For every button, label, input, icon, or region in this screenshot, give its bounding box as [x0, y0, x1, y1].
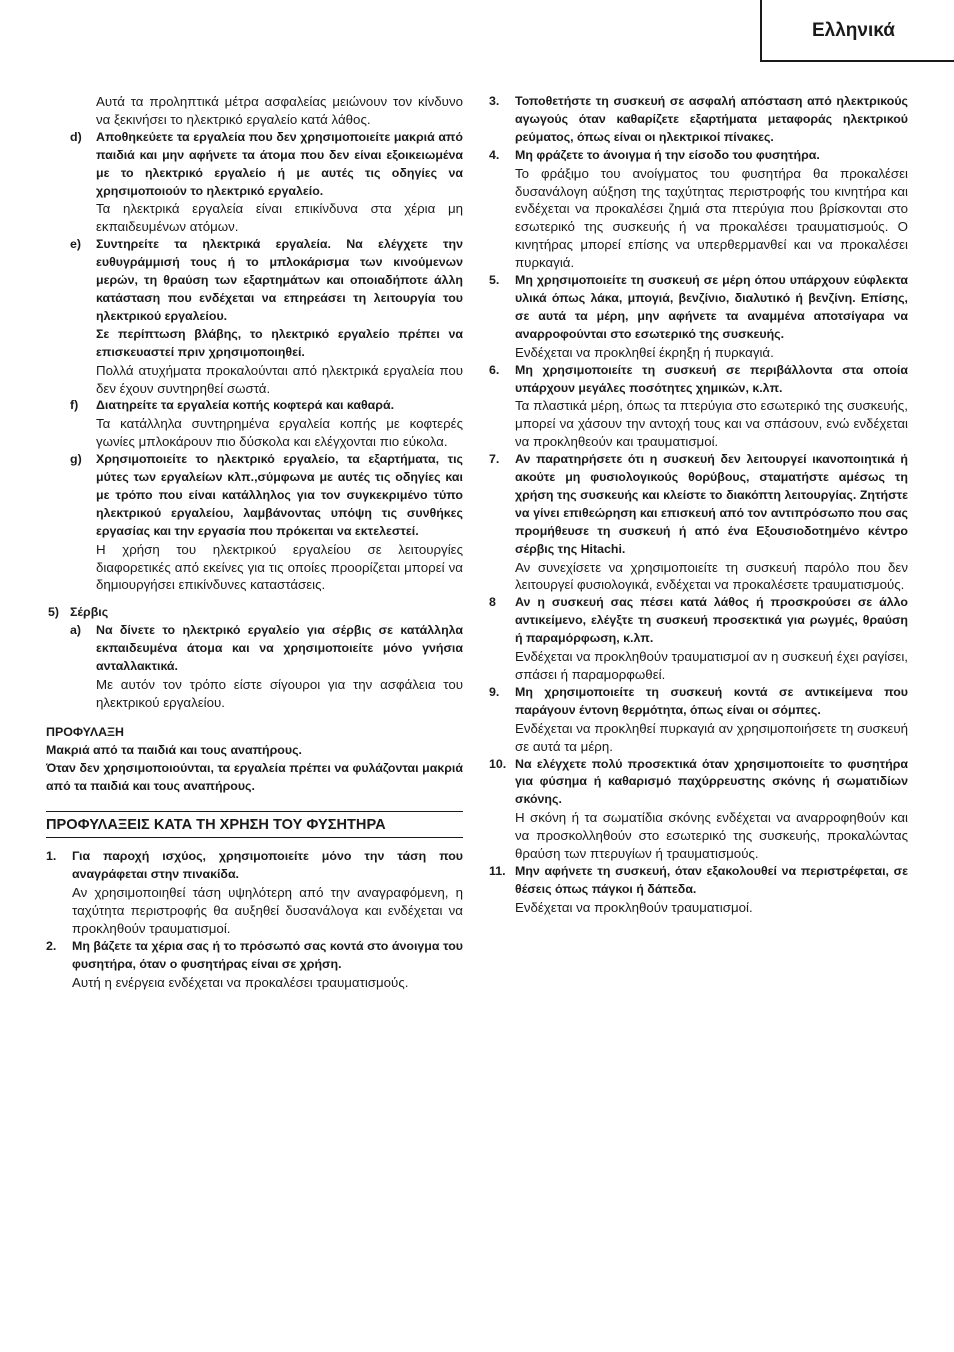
language-tab: [760, 0, 954, 62]
item-text: Αν συνεχίσετε να χρησιμοποιείτε τη συσκευή παρόλο που δεν λειτουργεί φυσιολογικά, ενδέχεται να προκαλέσετε τραυματισμούς.: [515, 559, 908, 593]
item-number: f): [70, 398, 79, 413]
list-item-5: [489, 272, 908, 362]
item-number: 11.: [489, 863, 506, 878]
section-heading: ΠΡΟΦΥΛΑΞΕΙΣ ΚΑΤΑ ΤΗ ΧΡΗΣΗ ΤΟΥ ΦΥΣΗΤΗΡΑ: [46, 811, 463, 838]
item-bold-text: Χρησιμοποιείτε το ηλεκτρικό εργαλείο, τα εξαρτήματα, τις μύτες των εργαλείων κλπ.,σύμφωνα με αυτές τις οδηγίες και με τρόπο που είναι κατάλληλος για τον συγκεκριμένο τύπο ηλεκτρικού εργαλείου, λαμβάνοντας υπόψη τις συνθήκες εργασίας και την εργασία που πρόκειται να εκτελεστεί.: [96, 452, 463, 538]
item-text: Η χρήση του ηλεκτρικού εργαλείου σε λειτουργίες διαφορετικές από εκείνες για τις οποίες προορίζεται μπορεί να δημιουργήσει επικίνδυνες καταστάσεις.: [96, 541, 463, 593]
item-bold-text: Αν παρατηρήσετε ότι η συσκευή δεν λειτουργεί ικανοποιητικά ή ακούτε μη φυσιολογικούς θορύβους, σταματήστε αμέσως τη χρήση της συσκευής και κλείστε το διακόπτη λειτουργίας. Ζητήστε να γίνει επιθεώρηση και επισκευή από τον αντιπρόσωπο που σας προμήθευσε τη συσκευή ή από ένα Εξουσιοδοτημένο κέντρο σέρβις της Hitachi.: [515, 452, 908, 556]
list-item-e: [46, 236, 463, 397]
section-title: Σέρβις: [70, 605, 109, 620]
caution-line-1: Μακριά από τα παιδιά και τους αναπήρους.: [46, 742, 302, 757]
item-number: 1.: [46, 849, 57, 864]
list-item-6: [489, 362, 908, 452]
section-number: 5): [48, 605, 60, 620]
list-item-g: [46, 451, 463, 594]
item-number: 10.: [489, 756, 507, 771]
item-number: e): [70, 237, 82, 252]
item-text: Η σκόνη ή τα σωματίδια σκόνης ενδέχεται να αναρροφηθούν και να προσκολληθούν στο εσωτερικό της συσκευής, προκαλώντας θραύση των πτερυγίων ή τραυματισμούς.: [515, 810, 908, 862]
item-number: 4.: [489, 147, 500, 162]
caution-title: ΠΡΟΦΥΛΑΞΗ: [46, 724, 124, 739]
list-item-f: [46, 397, 463, 451]
item-number: 3.: [489, 94, 500, 108]
list-item-3: [489, 93, 908, 147]
item-bold-text: Αν η συσκευή σας πέσει κατά λάθος ή προσκρούσει σε άλλο αντικείμενο, ελέγξτε τη συσκευή προσεκτικά για ρωγμές, θραύση ή παραμόρφωση, κ.λπ.: [515, 595, 908, 646]
item-bold-text: Μη φράζετε το άνοιγμα ή την είσοδο του φυσητήρα.: [515, 147, 820, 162]
item-text: Τα πλαστικά μέρη, όπως τα πτερύγια στο εσωτερικό της συσκευής, μπορεί να χάσουν την αντοχή τους και να σπάσουν, ενώ ενδέχεται να προκληθεούν και τραυματισμοί.: [515, 398, 908, 450]
item-bold-text: Διατηρείτε τα εργαλεία κοπής κοφτερά και καθαρά.: [96, 398, 395, 413]
list-item-8: [489, 594, 908, 684]
item-bold-text: Μη βάζετε τα χέρια σας ή το πρόσωπό σας κοντά στο άνοιγμα του φυσητήρα, όταν ο φυσητήρας είναι σε χρήση.: [72, 938, 463, 971]
item-number: 8: [489, 595, 496, 610]
list-item-1: [46, 848, 463, 938]
item-bold-text: Μην αφήνετε τη συσκευή, όταν εξακολουθεί να περιστρέφεται, σε θέσεις όπως πάγκοι ή δάπεδα.: [515, 863, 908, 896]
list-item-9: [489, 684, 908, 756]
item-bold-text: Να ελέγχετε πολύ προσεκτικά όταν χρησιμοποιείτε το φυσητήρα για φύσημα ή καθαρισμό παχύρρευστης σκόνης ή σωματιδίων σκόνης.: [515, 756, 908, 807]
item-text: Τα κατάλληλα συντηρημένα εργαλεία κοπής με κοφτερές γωνίες μπλοκάρουν πιο δύσκολα και ελέγχονται πιο εύκολα.: [96, 416, 463, 450]
item-bold-text: Τοποθετήστε τη συσκευή σε ασφαλή απόσταση από ηλεκτρικούς αγωγούς όταν καθαρίζετε εξαρτήματα μεταφοράς ηλεκτρικού ρεύματος, όπως είναι οι ηλεκτρικοί πίνακες.: [515, 94, 908, 144]
right-column: [489, 93, 908, 917]
item-number: a): [70, 623, 82, 638]
item-number: d): [70, 129, 82, 144]
item-bold-text-2: Σε περίπτωση βλάβης, το ηλεκτρικό εργαλείο πρέπει να επισκευαστεί πριν χρησιμοποιηθεί.: [96, 326, 463, 359]
language-label: Ελληνικά: [812, 20, 895, 41]
list-item-10: [489, 756, 908, 863]
item-text: Ενδέχεται να προκληθεί πυρκαγιά αν χρησιμοποιήσετε τη συσκευή σε αυτά τα μέρη.: [515, 720, 908, 754]
item-text: Ενδέχεται να προκληθούν τραυματισμοί αν η συσκευή έχει ραγίσει, σπάσει ή παραμορφωθεί.: [515, 649, 908, 682]
item-number: 7.: [489, 452, 500, 467]
item-text: Πολλά ατυχήματα προκαλούνται από ηλεκτρικά εργαλεία που δεν έχουν συντηρηθεί σωστά.: [96, 362, 463, 396]
left-column: [46, 93, 463, 992]
list-item-d: [46, 129, 463, 236]
item-number: 2.: [46, 938, 57, 953]
item-number: 5.: [489, 273, 500, 288]
item-bold-text: Μη χρησιμοποιείτε τη συσκευή σε μέρη όπου υπάρχουν εύφλεκτα υλικά όπως λάκα, μπογιά, βενζίνιο, διαλυτικό ή βενζίνη. Επίσης, σε αυτά τα μέρη, μην αφήνετε τα αναμμένα αποτσίγαρα να αναρροφούνται στο εσωτερικό της συσκευής.: [515, 273, 908, 341]
list-item-11: [489, 863, 908, 917]
caution-line-2: Όταν δεν χρησιμοποιούνται, τα εργαλεία πρέπει να φυλάζονται μακριά από τα παιδιά και τους αναπήρους.: [46, 760, 463, 793]
service-section: [46, 604, 463, 622]
item-text: Ενδέχεται να προκληθούν τραυματισμοί.: [515, 899, 753, 915]
list-item-2: [46, 938, 463, 992]
item-bold-text: Αποθηκεύετε τα εργαλεία που δεν χρησιμοποιείτε μακριά από παιδιά και μην αφήνετε τα άτομα που δεν είναι εξοικειωμένα με το ηλεκτρικό εργαλείο ή με αυτές τις οδηγίες να χρησιμοποιούν το ηλεκτρικό εργαλείο.: [96, 129, 463, 198]
item-text: Τα ηλεκτρικά εργαλεία είναι επικίνδυνα στα χέρια μη εκπαιδευμένων ατόμων.: [96, 201, 463, 235]
item-bold-text: Να δίνετε το ηλεκτρικό εργαλείο για σέρβις σε κατάλληλα εκπαιδευμένα άτομα και να χρησιμοποιείτε μόνο γνήσια ανταλλακτικά.: [96, 623, 463, 674]
list-item-7: [489, 451, 908, 594]
item-text: Με αυτόν τον τρόπο είστε σίγουροι για την ασφάλεια του ηλεκτρικού εργαλείου.: [96, 677, 463, 710]
item-text: Αυτή η ενέργεια ενδέχεται να προκαλέσει τραυματισμούς.: [72, 974, 409, 990]
item-text: Ενδέχεται να προκληθεί έκρηξη ή πυρκαγιά.: [515, 344, 774, 360]
item-number: 9.: [489, 684, 500, 699]
item-bold-text: Συντηρείτε τα ηλεκτρικά εργαλεία. Να ελέγχετε την ευθυγράμμισή τους ή το μπλοκάρισμα των κινούμενων μερών, τη θραύση των εξαρτημάτων και οποιαδήποτε άλλη κατάσταση που ενδέχεται να επηρεάσει τη λειτουργία του ηλεκτρικού εργαλείου.: [96, 237, 463, 323]
item-text: Το φράξιμο του ανοίγματος του φυσητήρα θα προκαλέσει δυσανάλογη αύξηση της ταχύτητας περιστροφής του κινητήρα και ενδέχεται να προκαλέσει ζημιά στα πτερύγια που βρίσκονται στο εσωτερικό της συσκευής ή να προκαλέσει τραυματισμούς. Ο κινητήρας μπορεί επίσης να υπερθερμανθεί και να προκαλέσει πυρκαγιά.: [515, 165, 908, 271]
caution-block: [46, 724, 463, 796]
item-bold-text: Για παροχή ισχύος, χρησιμοποιείτε μόνο την τάση που αναγράφεται στην πινακίδα.: [72, 849, 463, 882]
item-text: Αν χρησιμοποιηθεί τάση υψηλότερη από την αναγραφόμενη, η ταχύτητα περιστροφής θα αυξηθεί δυσανάλογα και ενδέχεται να προκληθούν τραυματισμοί.: [72, 885, 463, 937]
item-number: g): [70, 452, 82, 467]
service-item-a: [46, 622, 463, 712]
intro-paragraph: [46, 93, 463, 129]
intro-text: Αυτά τα προληπτικά μέτρα ασφαλείας μειώνουν τον κίνδυνο να ξεκινήσει το ηλεκτρικό εργαλείο κατά λάθος.: [96, 94, 463, 127]
item-bold-text: Μη χρησιμοποιείτε τη συσκευή κοντά σε αντικείμενα που παράγουν έντονη θερμότητα, όπως είναι οι σόμπες.: [515, 684, 908, 717]
item-bold-text: Μη χρησιμοποιείτε τη συσκευή σε περιβάλλοντα στα οποία υπάρχουν μεγάλες ποσότητες χημικών, κ.λπ.: [515, 362, 908, 395]
item-number: 6.: [489, 362, 500, 377]
list-item-4: [489, 147, 908, 272]
